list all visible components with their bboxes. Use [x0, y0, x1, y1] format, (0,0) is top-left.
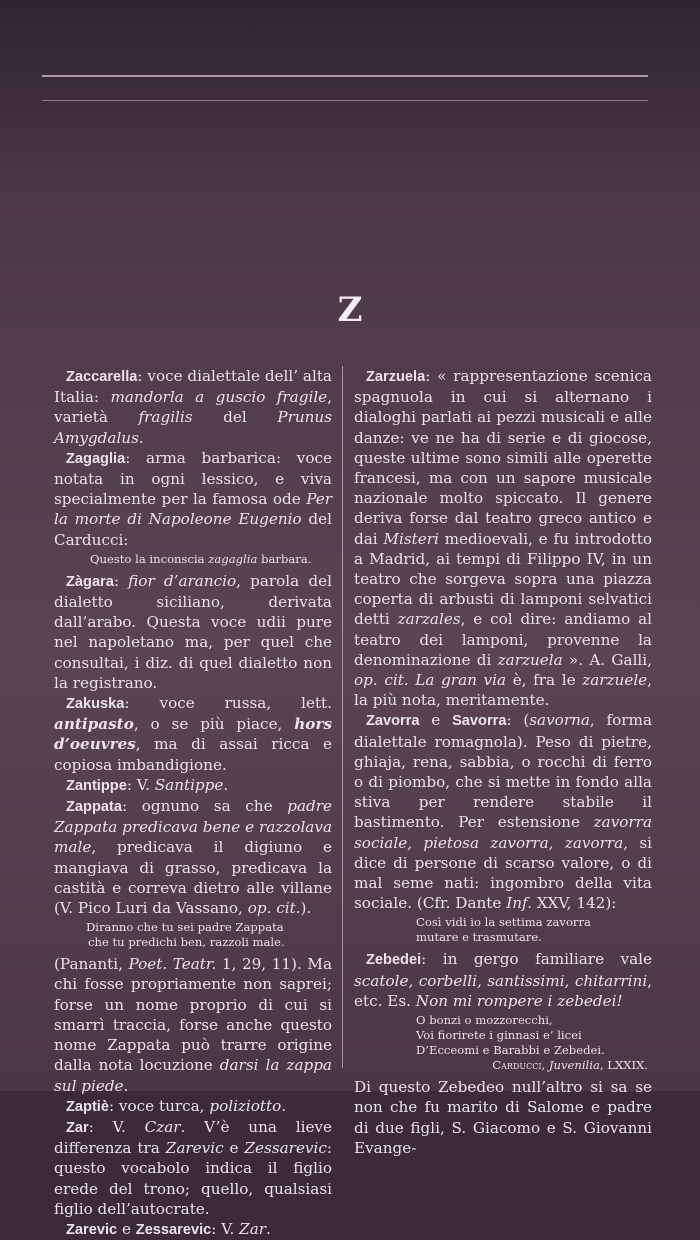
entry-zagara: Zàgara: fior d’arancio, parola del dialetto siciliano, derivata dall’arabo. Questa voce udii pure nel napoletano ma, per quel che consultai, i diz. di quel dialetto non la registrano.: [54, 571, 332, 692]
quote-zappata: Diranno che tu sei padre Zappata che tu predichi ben, razzoli male.: [86, 920, 285, 950]
entry-zappata-cont: (Pananti, Poet. Teatr. 1, 29, 11). Ma chi fosse propriamente non saprei; forse un nome proprio di cui si smarrì traccia, forse anche questo nome Zappata può trarre origine dalla nota locuzione darsi la zappa sul piede.: [54, 955, 332, 1095]
entry-zar: Zar: V. Czar. V’è una lieve differenza tra Zarevic e Zessarevic: questo vocabolo indica il figlio erede del trono; quello, qualsiasi figlio dell’autocrate.: [54, 1117, 332, 1218]
quote-zavorra: Così vidi io la settima zavorra mutare e trasmutare.: [416, 915, 591, 945]
entry-zakuska: Zakuska: voce russa, lett. antipasto, o se più piace, hors d’oeuvres, ma di assai ricca e copiosa imbandigione.: [54, 694, 332, 774]
header-rule-top: [42, 75, 648, 77]
header-rule-bottom: [42, 100, 648, 101]
quote-citation: Carducci, Juvenilia, LXXIX.: [492, 1058, 648, 1073]
entry-zavorra: Zavorra e Savorra: (savorna, forma dialettale romagnola). Peso di pietre, ghiaja, rena, sabbia, o rocchi di ferro o di piombo, che si mette in fondo alla stiva per rendere stabile il bastimento. Per estensione zavorra sociale, pietosa zavorra, zavorra, si dice di persone di scarso valore, o di mal seme nati: ingombro della vita sociale. (Cfr. Dante Inf. XXV, 142):: [354, 711, 653, 913]
entry-zaccarella: Zaccarella: voce dialettale dell’ alta Italia: mandorla a guscio fragile, varietà fragilis del Prunus Amygdalus.: [54, 367, 332, 447]
entry-zantippe: Zantippe: V. Santippe.: [66, 775, 229, 794]
right-column: [354, 366, 652, 1158]
section-letter: Z: [337, 290, 363, 330]
column-divider: [342, 366, 343, 1068]
entry-zarzuela: Zarzuela: « rappresentazione scenica spagnuola in cui si alternano i dialoghi parlati ai pezzi musicali e alle danze: ve ne ha di serie e di giocose, queste ultime sono simili alle operette francesi, ma con un sapore musicale nazionale molto spiccato. Il genere deriva forse dal teatro greco antico e dai Misteri medioevali, e fu introdotto a Madrid, ai tempi di Filippo IV, in un teatro che sorgeva sopra una piazza coperta di arbusti di lamponi selvatici detti zarzales, e col dire: andiamo al teatro dei lamponi, provenne la denominazione di zarzuela ». A. Galli, op. cit. La gran via è, fra le zarzuele, la più nota, meritamente.: [354, 367, 652, 710]
entry-zebedei: Zebedei: in gergo familiare vale scatole, corbelli, santissimi, chitarrini, etc. Es. Non mi rompere i zebedei!: [354, 950, 652, 1010]
quote-zebedei: O bonzi o mozzorecchi, Voi fiorirete i ginnasi e’ licei D’Ecceomi e Barabbi e Zebedei. Carducci, Juvenilia, LXXIX.: [354, 1013, 652, 1073]
entry-zagaglia: Zagaglia: arma barbarica: voce notata in ogni lessico, e viva specialmente per la famosa ode Per la morte di Napoleone Eugenio del Carducci:: [54, 448, 332, 549]
left-column: [54, 366, 332, 1240]
quote-zagaglia: Questo la inconscia zagaglia barbara.: [90, 551, 312, 566]
entry-zappata: Zappata: ognuno sa che padre Zappata predicava bene e razzolava male, predicava il digiuno e mangiava di grasso, predicava la castità e correva dietro alle villane (V. Pico Luri da Vassano, op. cit.).: [54, 797, 332, 918]
entry-zarevic: Zarevic e Zessarevic: V. Zar.: [66, 1219, 271, 1238]
entry-zebedei-cont: Di questo Zebedeo null’altro si sa se non che fu marito di Salome e padre di due figli, S. Giacomo e S. Giovanni Evange-: [354, 1078, 652, 1157]
entry-zaptie: Zaptiè: voce turca, poliziotto.: [66, 1096, 287, 1115]
